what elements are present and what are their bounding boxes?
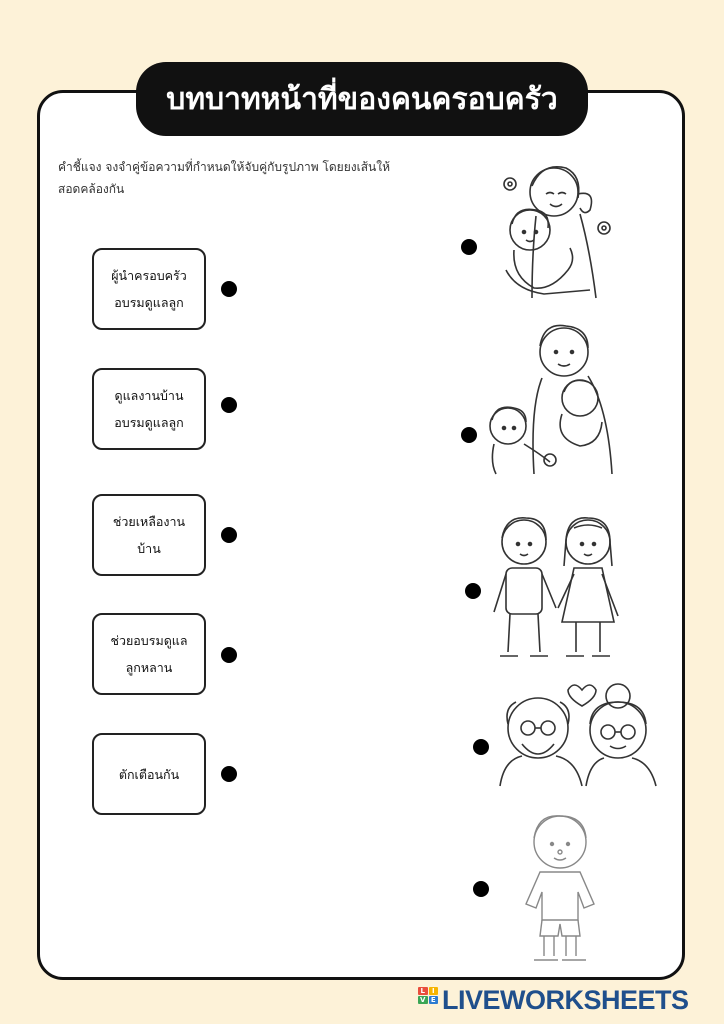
label-box-5 — [92, 733, 206, 815]
left-connector-dot-3[interactable] — [221, 527, 237, 543]
logo-letter: V — [418, 996, 428, 1004]
label-line: อบรมดูแลลูก — [114, 295, 184, 310]
label-line: ลูกหลาน — [125, 660, 173, 675]
right-connector-dot-4[interactable] — [473, 739, 489, 755]
label-line: ช่วยเหลืองาน — [112, 514, 186, 529]
logo-letter: I — [429, 987, 439, 995]
liveworksheets-logo — [418, 985, 689, 1015]
left-connector-dot-4[interactable] — [221, 647, 237, 663]
logo-mark-icon — [418, 987, 438, 1013]
mother-hugging-child-icon — [492, 150, 622, 302]
boy-and-girl-icon — [490, 512, 628, 670]
right-connector-dot-3[interactable] — [465, 583, 481, 599]
brand-text: LIVEWORKSHEETS — [442, 984, 689, 1015]
right-connector-dot-5[interactable] — [473, 881, 489, 897]
grandparents-icon — [494, 680, 664, 788]
left-connector-dot-5[interactable] — [221, 766, 237, 782]
label-box-1 — [92, 248, 206, 330]
label-line: ดูแลงานบ้าน — [114, 388, 184, 403]
instructions-text: คำชี้แจง จงจำคู่ข้อความที่กำหนดให้จับคู่กับรูปภาพ โดยยงเส้นให้สอดคล้องกัน — [58, 160, 391, 196]
page-title: บทบาทหน้าที่ของคนครอบครัว — [136, 62, 588, 136]
label-line: ผู้นำครอบครัว — [111, 268, 187, 283]
right-connector-dot-1[interactable] — [461, 239, 477, 255]
boy-icon — [524, 808, 596, 968]
label-box-2 — [92, 368, 206, 450]
label-line: ตักเตือนกัน — [118, 766, 180, 782]
logo-letter: L — [418, 987, 428, 995]
left-connector-dot-2[interactable] — [221, 397, 237, 413]
left-connector-dot-1[interactable] — [221, 281, 237, 297]
right-connector-dot-2[interactable] — [461, 427, 477, 443]
label-box-3 — [92, 494, 206, 576]
father-with-children-icon — [484, 318, 618, 478]
logo-letter: E — [429, 996, 439, 1004]
label-box-4 — [92, 613, 206, 695]
label-line: ช่วยอบรมดูแล — [110, 633, 188, 648]
label-line: บ้าน — [137, 541, 161, 556]
label-line: อบรมดูแลลูก — [114, 415, 184, 430]
